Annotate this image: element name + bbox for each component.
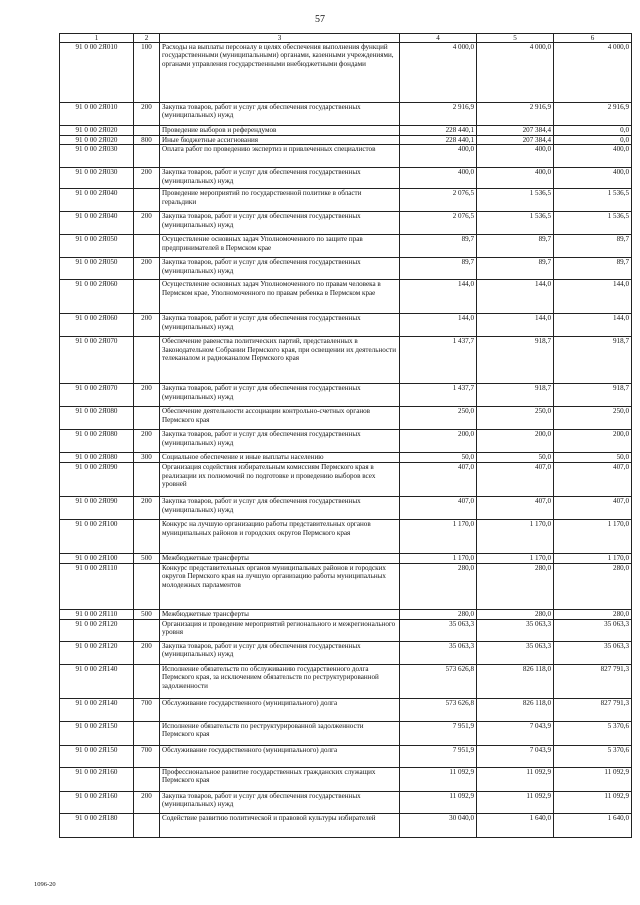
column-header-3: 3 [160, 34, 400, 43]
table-row [60, 619, 632, 641]
row-code: 91 0 00 2Я090 [60, 463, 134, 497]
row-expense-type: 200 [134, 103, 160, 126]
row-value-col4: 407,0 [400, 497, 477, 520]
row-value-col5: 50,0 [477, 453, 554, 463]
row-value-col4: 11 092,9 [400, 791, 477, 813]
row-value-col5: 4 000,0 [477, 43, 554, 103]
table-row [60, 430, 632, 453]
row-name: Закупка товаров, работ и услуг для обеспечения государственных (муниципальных) нужд [160, 103, 400, 126]
row-value-col4: 280,0 [400, 563, 477, 609]
row-expense-type: 500 [134, 609, 160, 619]
row-value-col4: 228 440,1 [400, 136, 477, 145]
table-row [60, 453, 632, 463]
row-expense-type [134, 520, 160, 554]
row-code: 91 0 00 2Я110 [60, 563, 134, 609]
row-value-col4: 50,0 [400, 453, 477, 463]
row-value-col5: 2 916,9 [477, 103, 554, 126]
table-row [60, 664, 632, 698]
column-header-2: 2 [134, 34, 160, 43]
row-expense-type: 200 [134, 168, 160, 189]
row-name: Исполнение обязательств по обслуживанию государственного долга Пермского края, за исключением обязательств по реструктурированной задолженности [160, 664, 400, 698]
row-value-col6: 918,7 [554, 337, 632, 384]
row-expense-type [134, 463, 160, 497]
row-value-col6: 144,0 [554, 280, 632, 314]
row-value-col6: 5 370,6 [554, 721, 632, 745]
row-code: 91 0 00 2Я090 [60, 497, 134, 520]
table-row [60, 314, 632, 337]
row-name: Расходы на выплаты персоналу в целях обеспечения выполнения функций государственными (муниципальными) органами, казенными учреждениями, органами управления государственными внебюджетными фондами [160, 43, 400, 103]
table-row [60, 280, 632, 314]
row-value-col5: 918,7 [477, 384, 554, 407]
row-code: 91 0 00 2Я080 [60, 430, 134, 453]
row-value-col5: 7 043,9 [477, 721, 554, 745]
row-value-col5: 1 536,5 [477, 189, 554, 212]
row-expense-type: 700 [134, 698, 160, 721]
row-code: 91 0 00 2Я150 [60, 745, 134, 767]
row-value-col4: 144,0 [400, 280, 477, 314]
row-expense-type [134, 337, 160, 384]
row-name: Закупка товаров, работ и услуг для обеспечения государственных (муниципальных) нужд [160, 791, 400, 813]
row-name: Обеспечение равенства политических партий, представленных в Законодательном Собрании Пермского края, при освещении их деятельности телеканалом и радиоканалом Пермского края [160, 337, 400, 384]
row-expense-type: 100 [134, 43, 160, 103]
row-expense-type: 200 [134, 314, 160, 337]
table-row [60, 145, 632, 168]
row-name: Закупка товаров, работ и услуг для обеспечения государственных (муниципальных) нужд [160, 641, 400, 664]
row-code: 91 0 00 2Я140 [60, 664, 134, 698]
row-code: 91 0 00 2Я050 [60, 258, 134, 280]
row-value-col6: 407,0 [554, 463, 632, 497]
row-expense-type [134, 767, 160, 791]
row-value-col4: 89,7 [400, 258, 477, 280]
row-value-col5: 826 118,0 [477, 698, 554, 721]
row-value-col4: 35 063,3 [400, 641, 477, 664]
table-row [60, 563, 632, 609]
table-row [60, 554, 632, 563]
row-code: 91 0 00 2Я100 [60, 520, 134, 554]
row-name: Содействие развитию политической и правовой культуры избирателей [160, 813, 400, 837]
row-value-col6: 0,0 [554, 126, 632, 136]
row-expense-type: 800 [134, 136, 160, 145]
row-value-col4: 2 916,9 [400, 103, 477, 126]
row-value-col6: 1 536,5 [554, 212, 632, 235]
row-code: 91 0 00 2Я030 [60, 145, 134, 168]
row-value-col5: 207 384,4 [477, 126, 554, 136]
row-value-col6: 827 791,3 [554, 664, 632, 698]
row-value-col4: 400,0 [400, 168, 477, 189]
row-name: Конкурс на лучшую организацию работы представительных органов муниципальных районов и городских округов Пермского края [160, 520, 400, 554]
row-value-col5: 89,7 [477, 235, 554, 258]
row-name: Социальное обеспечение и иные выплаты населению [160, 453, 400, 463]
row-value-col5: 35 063,3 [477, 619, 554, 641]
row-name: Оплата работ по проведению экспертиз и привлеченных специалистов [160, 145, 400, 168]
row-value-col5: 407,0 [477, 463, 554, 497]
row-expense-type: 200 [134, 791, 160, 813]
row-value-col5: 1 640,0 [477, 813, 554, 837]
row-code: 91 0 00 2Я050 [60, 235, 134, 258]
table-row [60, 463, 632, 497]
row-value-col6: 280,0 [554, 563, 632, 609]
table-row [60, 698, 632, 721]
row-expense-type: 700 [134, 745, 160, 767]
table-row [60, 126, 632, 136]
row-name: Конкурс представительных органов муниципальных районов и городских округов Пермского края на лучшую организацию работы муниципальных молодежных парламентов [160, 563, 400, 609]
table-row [60, 235, 632, 258]
row-code: 91 0 00 2Я060 [60, 280, 134, 314]
budget-table [59, 33, 632, 838]
table-row [60, 189, 632, 212]
row-value-col5: 918,7 [477, 337, 554, 384]
row-name: Закупка товаров, работ и услуг для обеспечения государственных (муниципальных) нужд [160, 430, 400, 453]
table-row [60, 407, 632, 430]
row-expense-type: 200 [134, 384, 160, 407]
row-value-col6: 827 791,3 [554, 698, 632, 721]
row-value-col4: 280,0 [400, 609, 477, 619]
row-code: 91 0 00 2Я100 [60, 554, 134, 563]
row-expense-type: 300 [134, 453, 160, 463]
row-value-col5: 407,0 [477, 497, 554, 520]
row-value-col6: 280,0 [554, 609, 632, 619]
row-value-col4: 200,0 [400, 430, 477, 453]
row-value-col6: 89,7 [554, 258, 632, 280]
table-row [60, 384, 632, 407]
row-code: 91 0 00 2Я180 [60, 813, 134, 837]
row-value-col5: 400,0 [477, 145, 554, 168]
row-name: Межбюджетные трансферты [160, 609, 400, 619]
row-value-col4: 11 092,9 [400, 767, 477, 791]
row-value-col5: 144,0 [477, 280, 554, 314]
row-code: 91 0 00 2Я140 [60, 698, 134, 721]
table-body [60, 43, 632, 838]
row-value-col5: 280,0 [477, 563, 554, 609]
row-expense-type [134, 145, 160, 168]
row-code: 91 0 00 2Я020 [60, 136, 134, 145]
row-value-col6: 35 063,3 [554, 619, 632, 641]
row-value-col6: 35 063,3 [554, 641, 632, 664]
row-name: Организация содействия избирательным комиссиям Пермского края в реализации их полномочий по подготовке и проведению выборов всех уровней [160, 463, 400, 497]
row-value-col6: 50,0 [554, 453, 632, 463]
row-value-col4: 144,0 [400, 314, 477, 337]
row-value-col5: 207 384,4 [477, 136, 554, 145]
row-value-col4: 1 170,0 [400, 554, 477, 563]
row-value-col5: 35 063,3 [477, 641, 554, 664]
table-row [60, 168, 632, 189]
row-code: 91 0 00 2Я070 [60, 337, 134, 384]
row-name: Закупка товаров, работ и услуг для обеспечения государственных (муниципальных) нужд [160, 384, 400, 407]
row-value-col6: 11 092,9 [554, 791, 632, 813]
row-value-col6: 5 370,6 [554, 745, 632, 767]
row-expense-type [134, 280, 160, 314]
row-code: 91 0 00 2Я040 [60, 189, 134, 212]
row-value-col4: 2 076,5 [400, 189, 477, 212]
row-value-col4: 7 951,9 [400, 745, 477, 767]
row-value-col6: 1 536,5 [554, 189, 632, 212]
row-name: Обслуживание государственного (муниципального) долга [160, 745, 400, 767]
row-expense-type [134, 813, 160, 837]
row-value-col4: 1 437,7 [400, 384, 477, 407]
row-value-col6: 407,0 [554, 497, 632, 520]
row-name: Обеспечение деятельности ассоциации контрольно-счетных органов Пермского края [160, 407, 400, 430]
row-expense-type [134, 407, 160, 430]
row-value-col6: 200,0 [554, 430, 632, 453]
row-value-col5: 1 170,0 [477, 554, 554, 563]
table-row [60, 337, 632, 384]
row-value-col5: 7 043,9 [477, 745, 554, 767]
row-name: Осуществление основных задач Уполномоченного по защите прав предпринимателей в Пермском крае [160, 235, 400, 258]
row-expense-type: 200 [134, 497, 160, 520]
row-name: Закупка товаров, работ и услуг для обеспечения государственных (муниципальных) нужд [160, 212, 400, 235]
row-value-col5: 400,0 [477, 168, 554, 189]
row-code: 91 0 00 2Я150 [60, 721, 134, 745]
row-value-col5: 1 170,0 [477, 520, 554, 554]
row-value-col4: 250,0 [400, 407, 477, 430]
column-header-5: 5 [477, 34, 554, 43]
table-row [60, 721, 632, 745]
row-value-col4: 30 040,0 [400, 813, 477, 837]
row-value-col4: 228 440,1 [400, 126, 477, 136]
table-row [60, 520, 632, 554]
row-name: Организация и проведение мероприятий регионального и межрегионального уровня [160, 619, 400, 641]
table-row [60, 767, 632, 791]
table-row [60, 641, 632, 664]
row-code: 91 0 00 2Я120 [60, 619, 134, 641]
row-name: Закупка товаров, работ и услуг для обеспечения государственных (муниципальных) нужд [160, 497, 400, 520]
row-value-col4: 1 170,0 [400, 520, 477, 554]
table-row [60, 136, 632, 145]
row-name: Закупка товаров, работ и услуг для обеспечения государственных (муниципальных) нужд [160, 168, 400, 189]
row-value-col6: 89,7 [554, 235, 632, 258]
row-code: 91 0 00 2Я010 [60, 43, 134, 103]
row-value-col6: 1 170,0 [554, 520, 632, 554]
row-value-col4: 573 626,8 [400, 698, 477, 721]
row-value-col5: 826 118,0 [477, 664, 554, 698]
row-code: 91 0 00 2Я010 [60, 103, 134, 126]
row-value-col5: 250,0 [477, 407, 554, 430]
row-code: 91 0 00 2Я160 [60, 791, 134, 813]
row-value-col4: 407,0 [400, 463, 477, 497]
row-value-col6: 400,0 [554, 145, 632, 168]
row-value-col6: 144,0 [554, 314, 632, 337]
row-value-col4: 400,0 [400, 145, 477, 168]
row-code: 91 0 00 2Я020 [60, 126, 134, 136]
row-name: Осуществление основных задач Уполномоченного по правам человека в Пермском крае, Уполномоченного по правам ребенка в Пермском крае [160, 280, 400, 314]
row-value-col6: 4 000,0 [554, 43, 632, 103]
row-value-col4: 573 626,8 [400, 664, 477, 698]
row-value-col6: 1 170,0 [554, 554, 632, 563]
row-value-col5: 1 536,5 [477, 212, 554, 235]
table-row [60, 258, 632, 280]
row-value-col6: 2 916,9 [554, 103, 632, 126]
row-expense-type: 500 [134, 554, 160, 563]
table-row [60, 609, 632, 619]
header-row [60, 34, 632, 43]
row-expense-type [134, 619, 160, 641]
row-code: 91 0 00 2Я080 [60, 453, 134, 463]
row-code: 91 0 00 2Я160 [60, 767, 134, 791]
row-expense-type [134, 189, 160, 212]
row-name: Закупка товаров, работ и услуг для обеспечения государственных (муниципальных) нужд [160, 258, 400, 280]
row-expense-type: 200 [134, 212, 160, 235]
row-value-col5: 200,0 [477, 430, 554, 453]
row-code: 91 0 00 2Я030 [60, 168, 134, 189]
row-value-col6: 11 092,9 [554, 767, 632, 791]
row-code: 91 0 00 2Я060 [60, 314, 134, 337]
row-value-col6: 0,0 [554, 136, 632, 145]
table-row [60, 103, 632, 126]
table-row [60, 745, 632, 767]
row-value-col5: 11 092,9 [477, 791, 554, 813]
table-row [60, 791, 632, 813]
row-name: Проведение мероприятий по государственной политике в области геральдики [160, 189, 400, 212]
row-value-col5: 280,0 [477, 609, 554, 619]
footer-code: 1096-20 [34, 881, 56, 888]
row-code: 91 0 00 2Я080 [60, 407, 134, 430]
row-value-col4: 89,7 [400, 235, 477, 258]
row-name: Проведение выборов и референдумов [160, 126, 400, 136]
row-name: Межбюджетные трансферты [160, 554, 400, 563]
row-value-col4: 2 076,5 [400, 212, 477, 235]
row-value-col4: 4 000,0 [400, 43, 477, 103]
row-value-col4: 1 437,7 [400, 337, 477, 384]
row-name: Обслуживание государственного (муниципального) долга [160, 698, 400, 721]
row-value-col6: 250,0 [554, 407, 632, 430]
row-code: 91 0 00 2Я110 [60, 609, 134, 619]
column-header-6: 6 [554, 34, 632, 43]
row-value-col6: 1 640,0 [554, 813, 632, 837]
row-expense-type [134, 721, 160, 745]
row-value-col5: 89,7 [477, 258, 554, 280]
row-name: Иные бюджетные ассигнования [160, 136, 400, 145]
table-row [60, 43, 632, 103]
row-code: 91 0 00 2Я070 [60, 384, 134, 407]
column-header-4: 4 [400, 34, 477, 43]
row-value-col4: 35 063,3 [400, 619, 477, 641]
row-expense-type [134, 126, 160, 136]
row-name: Закупка товаров, работ и услуг для обеспечения государственных (муниципальных) нужд [160, 314, 400, 337]
row-expense-type [134, 664, 160, 698]
row-expense-type: 200 [134, 641, 160, 664]
row-value-col6: 400,0 [554, 168, 632, 189]
row-code: 91 0 00 2Я120 [60, 641, 134, 664]
row-expense-type: 200 [134, 430, 160, 453]
row-expense-type [134, 235, 160, 258]
row-value-col5: 144,0 [477, 314, 554, 337]
row-expense-type [134, 563, 160, 609]
table-row [60, 497, 632, 520]
row-value-col4: 7 951,9 [400, 721, 477, 745]
row-code: 91 0 00 2Я040 [60, 212, 134, 235]
column-header-1: 1 [60, 34, 134, 43]
table-row [60, 212, 632, 235]
table-row [60, 813, 632, 837]
row-value-col5: 11 092,9 [477, 767, 554, 791]
row-expense-type: 200 [134, 258, 160, 280]
row-name: Исполнение обязательств по реструктурированной задолженности Пермского края [160, 721, 400, 745]
row-value-col6: 918,7 [554, 384, 632, 407]
row-name: Профессиональное развитие государственных гражданских служащих Пермского края [160, 767, 400, 791]
page-number: 57 [315, 14, 325, 25]
